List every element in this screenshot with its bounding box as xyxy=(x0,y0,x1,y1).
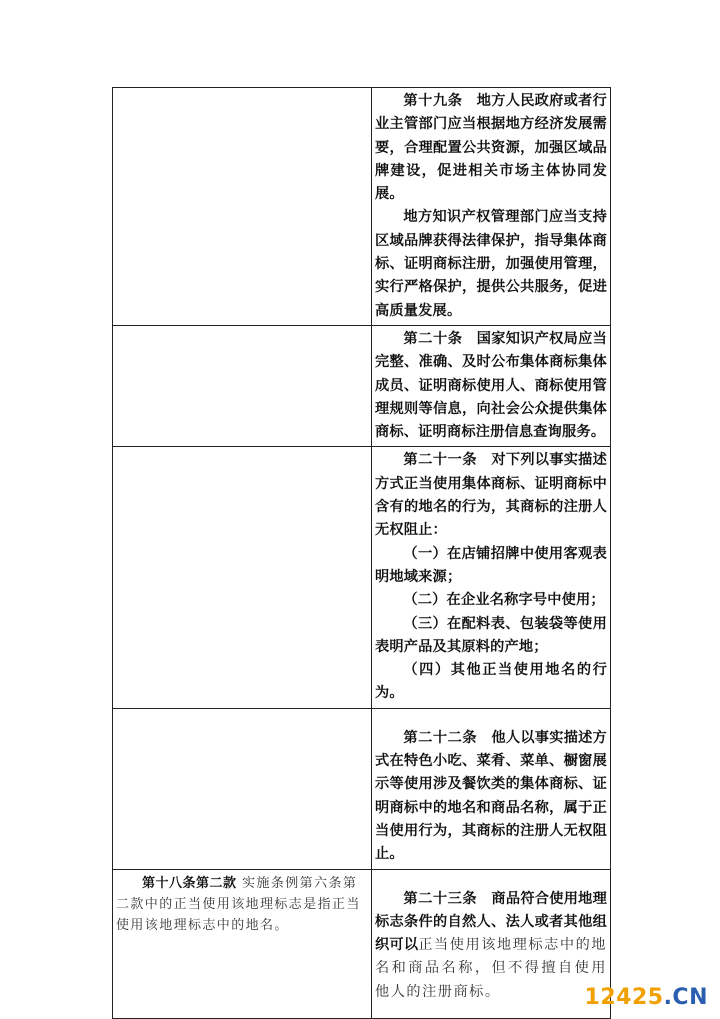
right-cell xyxy=(372,88,611,326)
site-watermark: 12425.CN xyxy=(584,985,708,1010)
left-cell-empty xyxy=(113,88,372,326)
right-cell xyxy=(372,325,611,446)
left-cell-empty xyxy=(113,708,372,869)
table-row xyxy=(113,869,611,1018)
article-19-para-1: 第十九条 地方人民政府或者行业主管部门应当根据地方经济发展需要，合理配置公共资源，加强区域品牌建设，促进相关市场主体协同发展。 xyxy=(375,93,607,203)
article-23-para: 第二十三条 商品符合使用地理标志条件的自然人、法人或者其他组织可以正当使用该地理标志中的地名和商品名称，但不得擅自使用他人的注册商标。 xyxy=(375,890,607,1000)
left-cell-empty xyxy=(113,325,372,446)
article-18-clause-2: 第十八条第二款 实施条例第六条第二款中的正当使用该地理标志是指正当使用该地理标志中的地名。 xyxy=(116,875,361,933)
article-21-item-1: （一）在店铺招牌中使用客观表明地域来源； xyxy=(375,545,607,585)
table-row xyxy=(113,447,611,708)
right-cell xyxy=(372,708,611,869)
table-row xyxy=(113,88,611,326)
left-cell xyxy=(113,869,372,1018)
table-row xyxy=(113,325,611,446)
table-row xyxy=(113,708,611,869)
article-20-para: 第二十条 国家知识产权局应当完整、准确、及时公布集体商标集体成员、证明商标使用人、商标使用管理规则等信息，向社会公众提供集体商标、证明商标注册信息查询服务。 xyxy=(375,330,607,441)
article-19-para-2: 地方知识产权管理部门应当支持区域品牌获得法律保护，指导集体商标、证明商标注册，加强使用管理，实行严格保护，提供公共服务，促进高质量发展。 xyxy=(375,209,607,319)
article-21-item-2: （二）在企业名称字号中使用； xyxy=(403,592,605,609)
right-cell xyxy=(372,447,611,708)
right-cell xyxy=(372,869,611,1018)
article-21-para: 第二十一条 对下列以事实描述方式正当使用集体商标、证明商标中含有的地名的行为，其商标的注册人无权阻止： xyxy=(375,452,607,539)
comparison-table xyxy=(112,87,611,1019)
article-21-item-4: （四）其他正当使用地名的行为。 xyxy=(375,662,607,702)
article-21-item-3: （三）在配料表、包装袋等使用表明产品及其原料的产地； xyxy=(375,615,607,655)
left-cell-empty xyxy=(113,447,372,708)
article-22-para: 第二十二条 他人以事实描述方式在特色小吃、菜肴、菜单、橱窗展示等使用涉及餐饮类的集体商标、证明商标中的地名和商品名称，属于正当使用行为，其商标的注册人无权阻止。 xyxy=(375,729,607,863)
